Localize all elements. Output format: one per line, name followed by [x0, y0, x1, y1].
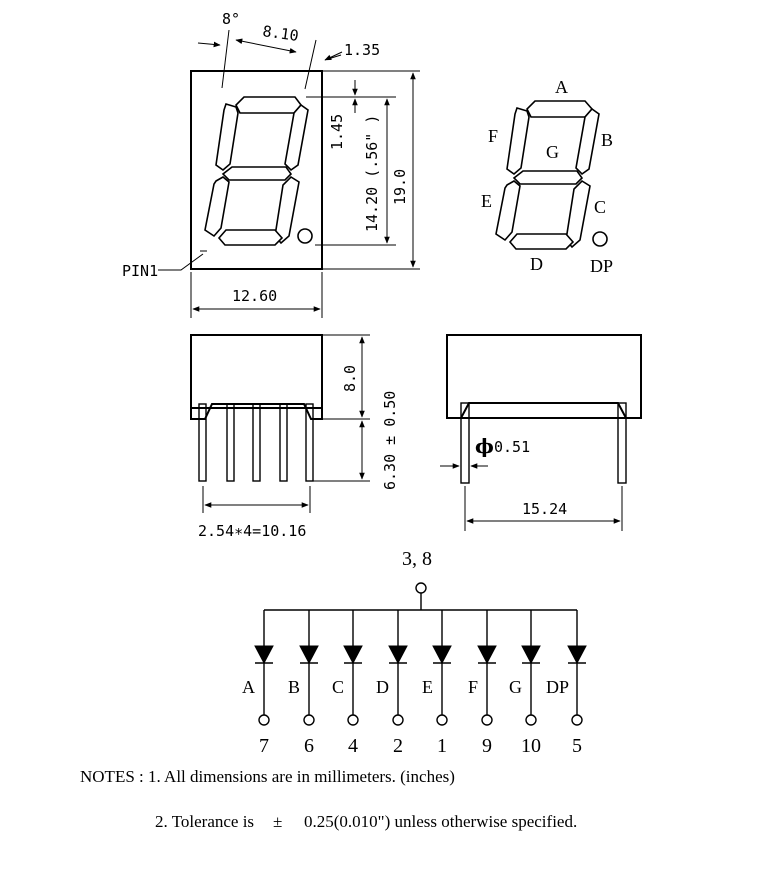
dim-1-35: 1.35 — [344, 41, 381, 59]
side-pin — [280, 404, 287, 481]
led-segment-label: G — [509, 677, 522, 697]
pin-terminal — [348, 715, 358, 725]
dim-pin-diameter: 0.51 — [494, 438, 531, 456]
seg-label-e: E — [481, 191, 492, 211]
pin1-label: PIN1 — [122, 262, 159, 280]
seg-e — [496, 181, 520, 240]
diode-symbol — [300, 646, 318, 663]
dim-pitch: 8.10 — [261, 22, 300, 45]
seg-label-d: D — [530, 254, 543, 274]
pin-terminal — [482, 715, 492, 725]
pin-number: 7 — [259, 735, 269, 757]
pin-terminal — [259, 715, 269, 725]
dim-row-spacing: 15.24 — [522, 500, 568, 518]
segment-view — [481, 77, 613, 276]
led-segment-label: F — [467, 677, 478, 697]
diode-symbol — [389, 646, 407, 663]
note-1: NOTES : 1. All dimensions are in millimeters. (inches) — [80, 767, 455, 786]
led-e — [422, 610, 451, 757]
seg-g — [514, 171, 582, 184]
led-b — [288, 610, 318, 757]
seg-label-b: B — [601, 130, 614, 150]
side-pin — [199, 404, 206, 481]
led-c — [332, 610, 362, 757]
seg-label-g: G — [546, 142, 559, 162]
diode-symbol — [478, 646, 496, 663]
front-seg-b — [285, 105, 308, 170]
dim-pin-length: 6.30 ± 0.50 — [381, 390, 399, 490]
front-seg-e — [205, 177, 229, 236]
diode-symbol — [433, 646, 451, 663]
led-dp — [546, 610, 586, 757]
dim-pin-pitch: 2.54∗4=10.16 — [198, 522, 307, 540]
diode-symbol — [568, 646, 586, 663]
dim-height: 19.0 — [391, 168, 409, 205]
diode-symbol — [344, 646, 362, 663]
dim-body-height: 8.0 — [341, 364, 359, 392]
seg-dp — [593, 232, 607, 246]
note-2-prefix: 2. Tolerance is — [155, 812, 255, 831]
seg-label-f: F — [488, 126, 499, 146]
pin-number: 2 — [393, 735, 403, 757]
diode-symbol — [522, 646, 540, 663]
front-seg-f — [216, 104, 238, 170]
common-pins-label: 3, 8 — [402, 548, 432, 570]
led-segment-label: DP — [545, 677, 569, 697]
pin-terminal — [437, 715, 447, 725]
note-2-suffix: 0.25(0.010") unless otherwise specified. — [304, 812, 578, 831]
led-segment-label: A — [242, 677, 255, 697]
front-view — [122, 10, 420, 318]
side-pin — [227, 404, 234, 481]
pin-number: 5 — [572, 735, 582, 757]
pin-terminal — [393, 715, 403, 725]
end-body — [447, 335, 641, 418]
seg-label-c: C — [594, 197, 607, 217]
led-a — [242, 610, 273, 757]
pin-terminal — [304, 715, 314, 725]
pin-terminal — [572, 715, 582, 725]
dim-digit-height: 14.20 (.56" ) — [363, 114, 381, 232]
side-body — [191, 335, 322, 408]
front-seg-g — [223, 167, 291, 180]
note-2-symbol: ± — [273, 812, 283, 831]
led-g — [509, 610, 541, 757]
common-terminal — [416, 583, 426, 593]
dim-width: 12.60 — [232, 287, 278, 305]
pin-number: 6 — [304, 735, 314, 757]
pin-number: 4 — [348, 735, 358, 757]
led-segment-label: C — [331, 677, 344, 697]
front-seg-dp — [298, 229, 312, 243]
front-digit — [205, 97, 312, 245]
led-f — [468, 610, 496, 757]
seg-a — [527, 101, 592, 117]
side-pin — [253, 404, 260, 481]
seg-label-dp: DP — [590, 256, 614, 276]
led-segment-label: B — [287, 677, 300, 697]
side-view — [191, 335, 399, 540]
diameter-symbol: ϕ — [475, 434, 494, 458]
front-seg-a — [236, 97, 301, 113]
side-pins — [199, 404, 313, 481]
front-seg-d — [219, 230, 282, 245]
seg-b — [576, 109, 599, 174]
led-segment-label: D — [376, 677, 389, 697]
seg-f — [507, 108, 529, 174]
led-group — [242, 610, 586, 757]
dim-angle: 8° — [222, 10, 241, 28]
diode-symbol — [255, 646, 273, 663]
led-d — [376, 610, 407, 757]
pin-number: 9 — [482, 735, 492, 757]
schematic — [242, 548, 586, 757]
end-view — [440, 335, 641, 531]
seg-d — [510, 234, 573, 249]
notes — [80, 767, 577, 831]
led-segment-label: E — [422, 677, 433, 697]
dim-1-45: 1.45 — [328, 113, 346, 150]
pin-terminal — [526, 715, 536, 725]
seg-label-a: A — [555, 77, 568, 97]
pin-number: 10 — [521, 735, 541, 757]
pin-number: 1 — [437, 735, 447, 757]
